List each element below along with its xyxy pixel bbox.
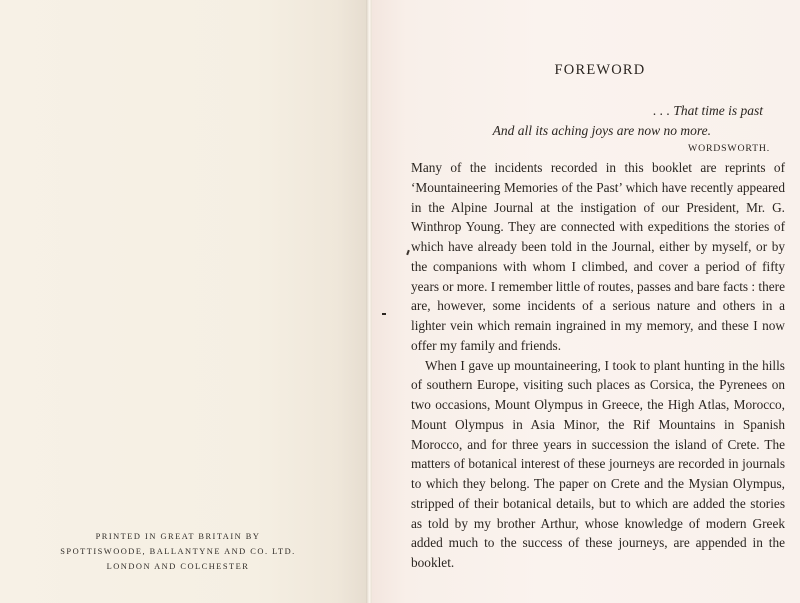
epigraph-attribution: WORDSWORTH. (688, 143, 770, 154)
printer-imprint (20, 529, 336, 574)
left-page (0, 0, 366, 603)
foreword-body (411, 158, 785, 573)
imprint-line: LONDON AND COLCHESTER (106, 562, 250, 571)
imprint-line: PRINTED IN GREAT BRITAIN BY (95, 532, 261, 541)
page-title: FOREWORD (554, 62, 646, 78)
epigraph (411, 101, 771, 141)
right-page (372, 0, 800, 603)
paragraph: When I gave up mountaineering, I took to plant hunting in the hills of southern Europe, visiting such places as Corsica, the Pyrenees on two occasions, Mount Olympus in Greece, the High Atlas, Morocco, Mount Olympus in Asia Minor, the Rif Mountains in Spanish Morocco, and for three years in succession the island of Crete. The matters of botanical interest of these journeys are recorded in journals to which they belong. The paper on Crete and the Mysian Olympus, stripped of their botanical details, but to which are added the stories as told by my brother Arthur, whose knowledge of modern Greek added much to the success of these journeys, are appended in the booklet. (411, 357, 785, 570)
epigraph-line: . . . That time is past (653, 103, 763, 118)
margin-mark (382, 313, 386, 315)
imprint-line: SPOTTISWOODE, BALLANTYNE AND CO. LTD. (60, 547, 296, 556)
epigraph-line: And all its aching joys are now no more. (492, 123, 711, 138)
paragraph: Many of the incidents recorded in this booklet are reprints of ‘Mountaineering Memories of the Past’ which have recently appeared in the Alpine Journal at the instigation of our President, Mr. G. Winthrop Young. They are connected with expeditions the stories of which have already been told in the Journal, either by myself, or by the companions with whom I climbed, and cover a period of fifty years or more. I remember little of routes, passes and bare facts : there are, however, some incidents of a serious nature and others in a lighter vein which remain ingrained in my memory, and these I now offer my family and friends. (411, 160, 786, 353)
